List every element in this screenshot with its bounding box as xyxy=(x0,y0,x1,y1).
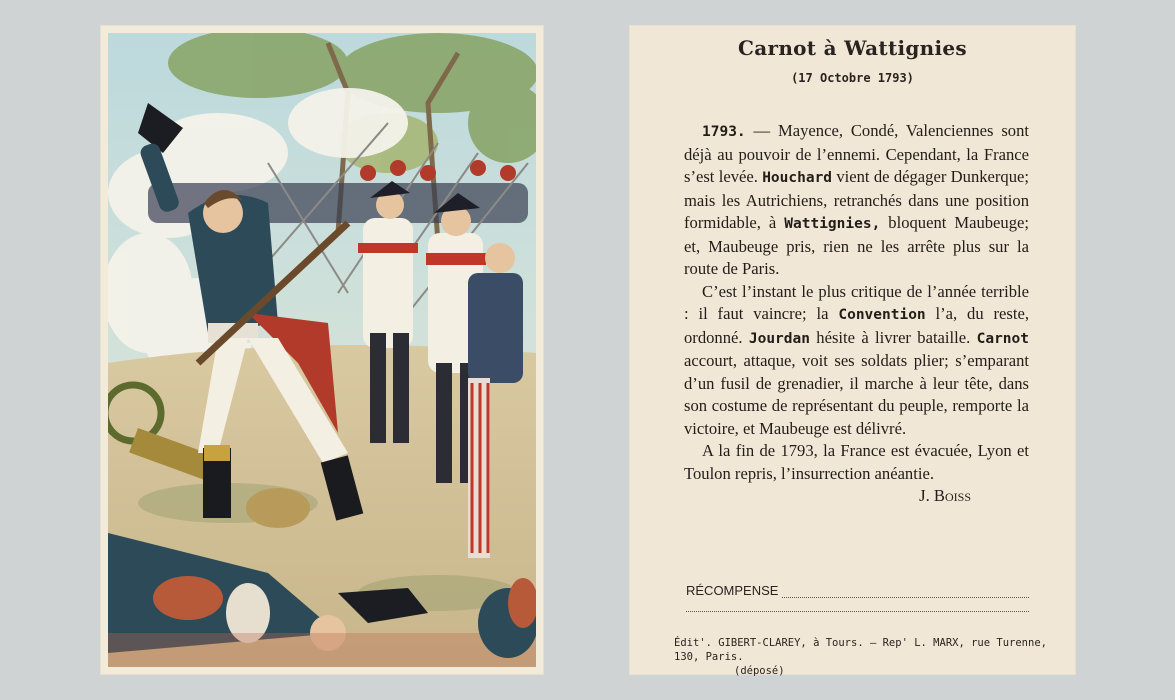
paragraph-1 xyxy=(684,120,1029,281)
card-title: Carnot à Wattignies xyxy=(738,36,967,60)
name-convention: Convention xyxy=(838,307,926,323)
recompense-label: RÉCOMPENSE xyxy=(686,583,779,598)
name-carnot: Carnot xyxy=(976,330,1029,347)
paragraph-3 xyxy=(684,440,1029,505)
battle-scene-image xyxy=(108,33,536,667)
para1-text-b: vient de dégager Dunkerque; mais les Autrichiens, retranchés dans une position formidable, à xyxy=(684,167,1029,232)
para2-text-c: hésite à livrer bataille. xyxy=(809,327,977,347)
paragraph-2 xyxy=(684,281,1029,441)
para2-text-d: accourt, attaque, voit ses soldats plier; s’emparant d’un fusil de grenadier, il marche à leur tête, dans son costume de représentant du peuple, remporte la victoire, et Maubeuge est délivré. xyxy=(684,351,1029,438)
dotted-line xyxy=(782,587,1029,598)
card-date: (17 Octobre 1793) xyxy=(791,71,914,85)
year-label: 1793. xyxy=(702,124,746,140)
footer-line-1: Édit'. GIBERT-CLAREY, à Tours. — Rep' L. MARX, rue Turenne, 130, Paris. xyxy=(674,637,1047,663)
publisher-footer xyxy=(674,636,1055,678)
name-wattignies: Wattignies, xyxy=(784,216,881,232)
para1-text-a: — Mayence, Condé, Valenciennes sont déjà au pouvoir de l’ennemi. Cependant, la France s’est levée. xyxy=(684,121,1029,186)
para3-text: A la fin de 1793, la France est évacuée, Lyon et Toulon repris, l’insurrection anéantie. xyxy=(684,441,1029,483)
signature: J. Boiss xyxy=(919,486,971,505)
illustration-card xyxy=(101,26,543,674)
battle-illustration xyxy=(108,33,536,667)
footer-line-2: (déposé) xyxy=(734,665,785,677)
para2-text-a: C’est l’instant le plus critique de l’année terrible : il faut vaincre; la xyxy=(684,281,1029,323)
card-body xyxy=(684,120,1029,508)
name-houchard: Houchard xyxy=(762,170,833,186)
para2-text-b: l’a, du reste, ordonné. xyxy=(684,304,1029,347)
recompense-line xyxy=(686,583,1029,598)
name-jourdan: Jourdan xyxy=(748,330,810,347)
text-card xyxy=(630,26,1075,677)
para1-text-c: bloquent Maubeuge; et, Maubeuge pris, rien ne les arrête plus sur la route de Paris. xyxy=(684,213,1029,278)
dotted-line-2 xyxy=(686,611,1029,612)
